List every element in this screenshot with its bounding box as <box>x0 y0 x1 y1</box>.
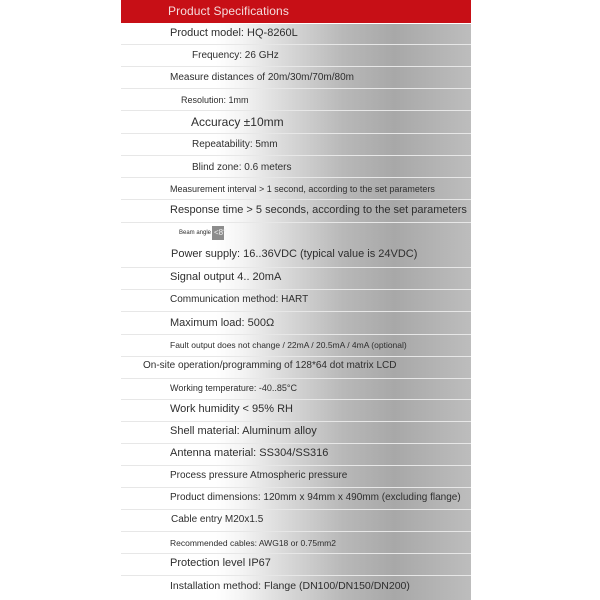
spec-maximum-load: Maximum load: 500Ω <box>170 317 275 329</box>
spec-row <box>121 335 471 357</box>
spec-process-pressure: Process pressure Atmospheric pressure <box>170 470 348 481</box>
spec-row <box>121 89 471 111</box>
spec-row <box>121 532 471 554</box>
spec-working-temperature: Working temperature: -40..85°C <box>170 383 297 393</box>
spec-row <box>121 67 471 89</box>
spec-beam-angle-label: Beam angle <box>179 230 212 236</box>
spec-row <box>121 400 471 422</box>
spec-beam-angle-value: <8° <box>214 228 227 237</box>
spec-row <box>121 156 471 178</box>
spec-row <box>121 111 471 134</box>
spec-repeatability: Repeatability: 5mm <box>192 139 278 150</box>
spec-row <box>121 576 471 598</box>
spec-work-humidity: Work humidity < 95% RH <box>170 403 293 415</box>
spec-signal-output: Signal output 4.. 20mA <box>170 271 282 283</box>
spec-row <box>121 379 471 400</box>
spec-recommended-cables: Recommended cables: AWG18 or 0.75mm2 <box>170 538 336 548</box>
spec-cable-entry: Cable entry M20x1.5 <box>171 514 264 525</box>
spec-row <box>121 554 471 576</box>
spec-antenna-material: Antenna material: SS304/SS316 <box>170 447 329 459</box>
spec-row <box>121 488 471 510</box>
header-bar <box>121 0 471 23</box>
spec-row <box>121 134 471 156</box>
spec-resolution: Resolution: 1mm <box>181 95 249 105</box>
spec-row <box>121 357 471 379</box>
spec-row <box>121 200 471 223</box>
spec-onsite-operation: On-site operation/programming of 128*64 dot matrix LCD <box>143 360 397 371</box>
spec-measure-distances: Measure distances of 20m/30m/70m/80m <box>170 72 354 83</box>
spec-protection-level: Protection level IP67 <box>170 557 271 569</box>
spec-product-dimensions: Product dimensions: 120mm x 94mm x 490mm (excluding flange) <box>170 492 461 503</box>
spec-measurement-interval: Measurement interval > 1 second, according to the set parameters <box>170 184 435 194</box>
spec-blind-zone: Blind zone: 0.6 meters <box>192 162 292 173</box>
spec-product-model: Product model: HQ-8260L <box>170 27 298 39</box>
spec-row <box>121 510 471 532</box>
spec-power-supply: Power supply: 16..36VDC (typical value is 24VDC) <box>171 248 418 260</box>
spec-row <box>121 290 471 312</box>
spec-row <box>121 268 471 290</box>
spec-row <box>121 45 471 67</box>
spec-shell-material: Shell material: Aluminum alloy <box>170 425 317 437</box>
spec-sheet <box>121 0 471 600</box>
spec-row <box>121 178 471 200</box>
spec-row <box>121 444 471 466</box>
spec-fault-output: Fault output does not change / 22mA / 20.5mA / 4mA (optional) <box>170 340 407 350</box>
spec-row <box>121 223 471 243</box>
spec-accuracy: Accuracy ±10mm <box>191 115 284 129</box>
header-title: Product Specifications <box>168 4 289 18</box>
spec-response-time: Response time > 5 seconds, according to the set parameters <box>170 204 467 216</box>
spec-row <box>121 422 471 444</box>
spec-row <box>121 312 471 335</box>
spec-installation-method: Installation method: Flange (DN100/DN150/DN200) <box>170 580 410 592</box>
spec-row <box>121 466 471 488</box>
spec-row <box>121 23 471 45</box>
spec-frequency: Frequency: 26 GHz <box>192 50 279 61</box>
spec-communication: Communication method: HART <box>170 294 309 305</box>
spec-row <box>121 244 471 268</box>
